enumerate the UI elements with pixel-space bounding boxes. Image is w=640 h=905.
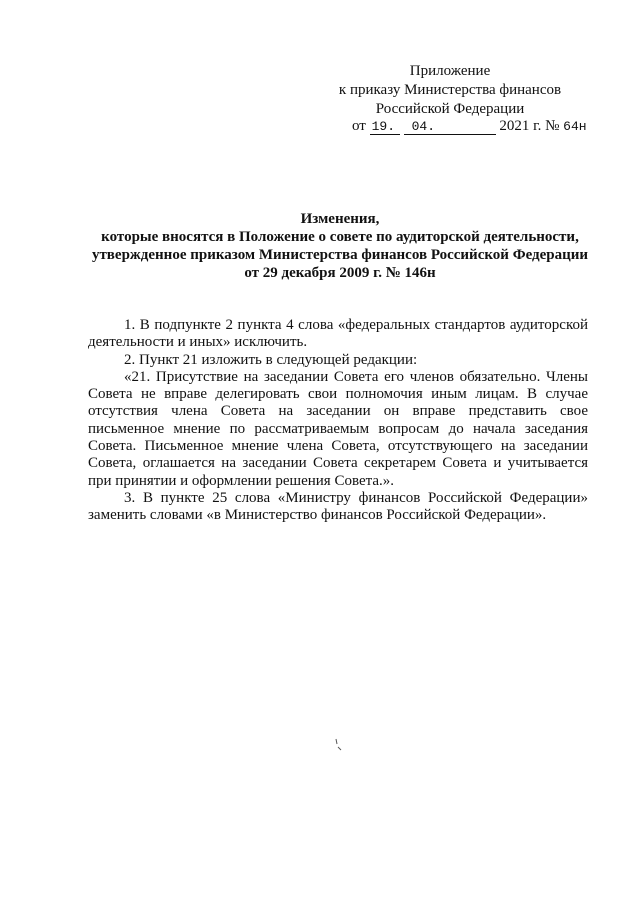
appendix-title: Приложение [409, 63, 491, 79]
title-line-3: утвержденное приказом Министерства финансов Российской Федерации [91, 247, 589, 263]
order-month: 04. [404, 120, 496, 135]
appendix-header [320, 62, 580, 119]
appendix-country: Российской Федерации [375, 101, 525, 117]
paragraph-4: 3. В пункте 25 слова «Министру финансов Российской Федерации» заменить словами «в Министерство финансов Российской Федерации». [88, 489, 588, 524]
order-number: 64н [563, 119, 587, 134]
appendix-order-ref: к приказу Министерства финансов [338, 82, 562, 98]
date-prefix: от [352, 118, 366, 134]
paragraph-3: «21. Присутствие на заседании Совета его членов обязательно. Члены Совета не вправе делегировать свои полномочия иным лицам. В случае отсутствия члена Совета на заседании он вправе представить свое письменное мнение по рассматриваемым вопросам до начала заседания Совета. Письменное мнение члена Совета, отсутствующего на заседании Совета, оглашается на заседании Совета секретарем Совета и учитывается при принятии и оформлении решения Совета.». [88, 368, 588, 489]
order-date-line [352, 117, 587, 136]
order-year: 2021 г. № [499, 118, 560, 134]
title-line-1: Изменения, [300, 211, 380, 227]
title-line-2: которые вносятся в Положение о совете по аудиторской деятельности, [101, 229, 579, 245]
title-line-4: от 29 декабря 2009 г. № 146н [244, 265, 436, 281]
scan-mark-icon [335, 738, 343, 752]
document-title [60, 210, 620, 282]
paragraph-2: 2. Пункт 21 изложить в следующей редакции: [124, 351, 418, 368]
order-day: 19. [370, 120, 400, 135]
paragraph-1: 1. В подпункте 2 пункта 4 слова «федеральных стандартов аудиторской деятельности и иных» исключить. [88, 317, 588, 351]
document-body [88, 317, 588, 525]
